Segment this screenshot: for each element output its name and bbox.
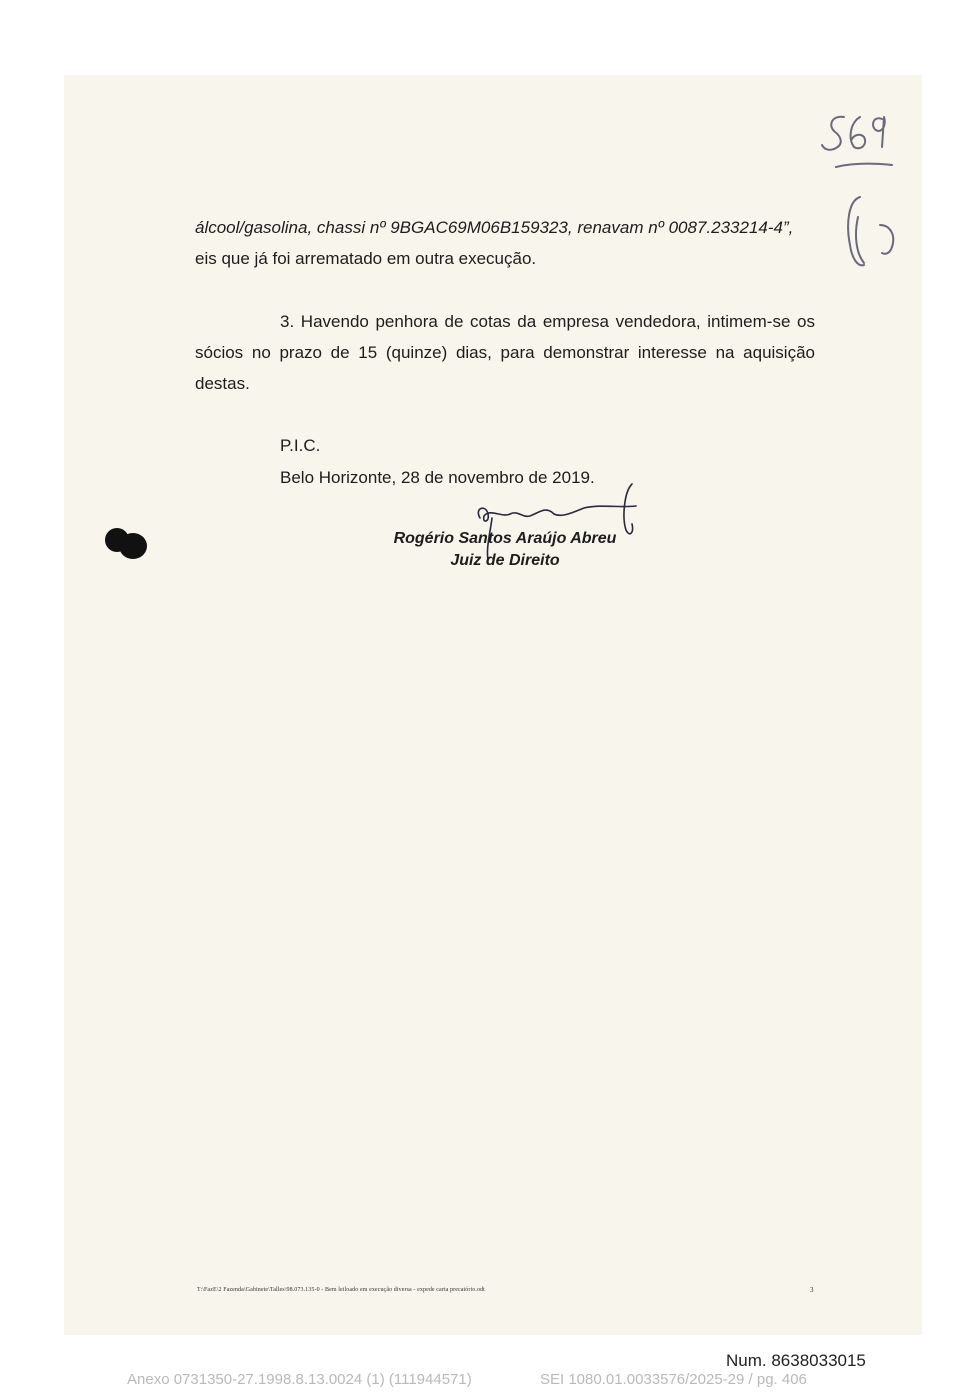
signatory-name: Rogério Santos Araújo Abreu bbox=[393, 530, 617, 547]
vehicle-details-line: álcool/gasolina, chassi nº 9BGAC69M06B159323, renavam nº 0087.233214-4”, bbox=[195, 218, 794, 237]
ink-blot bbox=[103, 525, 149, 561]
document-number-stamp: Num. 8638033015 bbox=[726, 1351, 866, 1370]
handwritten-folio-number bbox=[812, 105, 912, 285]
sei-stamp: SEI 1080.01.0033576/2025-29 / pg. 406 bbox=[540, 1371, 807, 1388]
place-date: Belo Horizonte, 28 de novembro de 2019. bbox=[280, 468, 595, 487]
paragraph-vehicle-details bbox=[195, 212, 815, 274]
signatory-title: Juiz de Direito bbox=[450, 552, 560, 569]
shares-notice-text: 3. Havendo penhora de cotas da empresa vendedora, intimem-se os sócios no prazo de 15 (quinze) dias, para demonstrar interesse na aquisição destas. bbox=[195, 312, 815, 393]
page-number: 3 bbox=[810, 1286, 814, 1294]
paragraph-shares-notice bbox=[195, 306, 815, 399]
pic-text: P.I.C. bbox=[280, 436, 321, 455]
anexo-stamp: Anexo 0731350-27.1998.8.13.0024 (1) (111944571) bbox=[127, 1371, 472, 1388]
file-path-footer: T:\FazE\2 Fazenda\Gabinete\Talles\98.073.135-0 - Bem leiloado em execução diversa - expede carta precatório.odt bbox=[197, 1287, 485, 1293]
auction-note-line: eis que já foi arrematado em outra execução. bbox=[195, 249, 537, 268]
